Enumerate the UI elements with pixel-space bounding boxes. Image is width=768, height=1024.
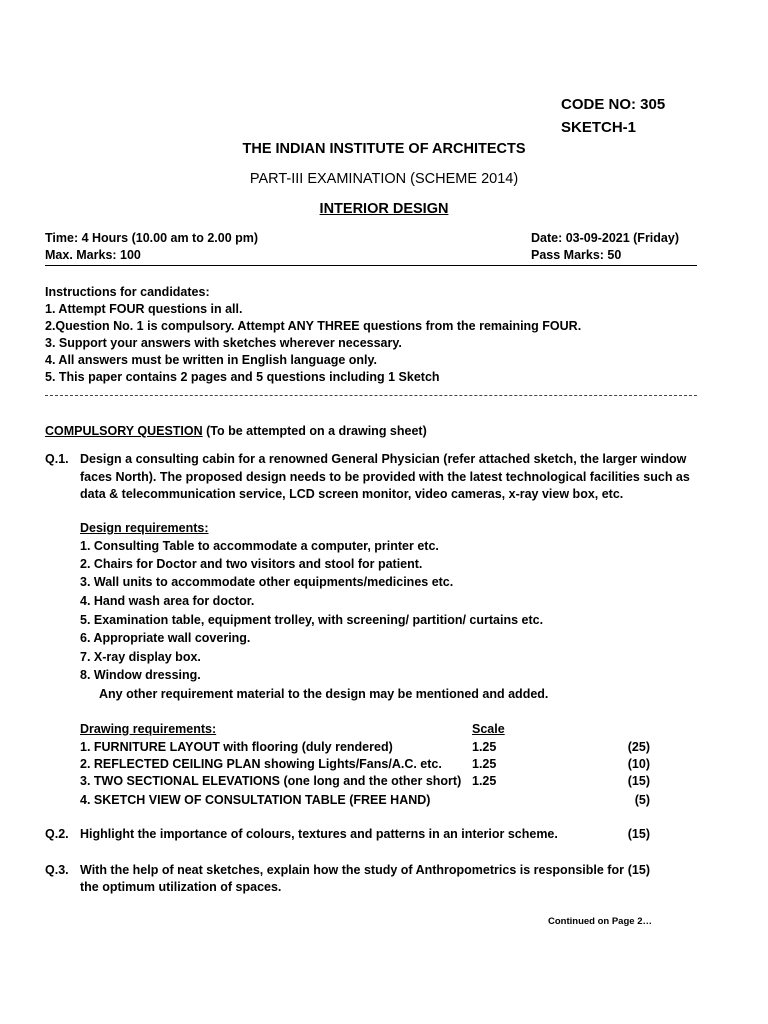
drawing-scale: 1.25 [472,774,497,788]
sketch-label: SKETCH-1 [561,119,637,136]
drawing-item: 2. REFLECTED CEILING PLAN showing Lights/Fans/A.C. etc. [80,757,442,771]
institute-name: THE INDIAN INSTITUTE OF ARCHITECTS [242,141,526,157]
q2-marks: (15) [627,827,650,841]
drawing-marks: (15) [627,774,650,788]
compulsory-note: (To be attempted on a drawing sheet) [202,424,427,438]
instruction-item: 5. This paper contains 2 pages and 5 questions including 1 Sketch [45,370,440,384]
instruction-item: 4. All answers must be written in English language only. [45,353,378,367]
compulsory-label: COMPULSORY QUESTION [45,424,203,438]
q1-text: Design a consulting cabin for a renowned General Physician (refer attached sketch, the larger window [80,452,687,466]
design-requirements-title: Design requirements: [80,521,209,535]
max-marks: Max. Marks: 100 [45,248,141,262]
compulsory-heading [45,423,427,439]
subject-title: INTERIOR DESIGN [319,201,449,217]
drawing-scale: 1.25 [472,740,497,754]
continued-note: Continued on Page 2… [548,916,652,927]
instruction-item: 1. Attempt FOUR questions in all. [45,302,243,316]
design-item: 3. Wall units to accommodate other equipments/medicines etc. [80,575,454,589]
exam-title: PART-III EXAMINATION (SCHEME 2014) [249,171,519,187]
drawing-scale: 1.25 [472,757,497,771]
design-item: 2. Chairs for Doctor and two visitors and stool for patient. [80,557,423,571]
design-item: 5. Examination table, equipment trolley, with screening/ partition/ curtains etc. [80,613,544,627]
drawing-requirements-title: Drawing requirements: [80,722,217,736]
design-item: 4. Hand wash area for doctor. [80,594,255,608]
design-item: 8. Window dressing. [80,668,201,682]
drawing-marks: (5) [634,793,650,807]
instruction-item: 2.Question No. 1 is compulsory. Attempt ANY THREE questions from the remaining FOUR. [45,319,582,333]
drawing-marks: (10) [627,757,650,771]
header-divider [45,265,697,266]
drawing-item: 3. TWO SECTIONAL ELEVATIONS (one long and the other short) [80,774,462,788]
exam-date: Date: 03-09-2021 (Friday) [531,231,679,245]
q2-number: Q.2. [45,827,69,841]
instruction-item: 3. Support your answers with sketches wherever necessary. [45,336,402,350]
q2-text: Highlight the importance of colours, textures and patterns in an interior scheme. [80,827,558,841]
code-number: CODE NO: 305 [561,96,666,113]
design-item: 1. Consulting Table to accommodate a computer, printer etc. [80,539,439,553]
design-item: 6. Appropriate wall covering. [80,631,251,645]
drawing-marks: (25) [627,740,650,754]
q1-text: data & telecommunication service, LCD screen monitor, video cameras, x-ray view box, etc. [80,487,624,501]
drawing-item: 1. FURNITURE LAYOUT with flooring (duly rendered) [80,740,393,754]
q3-text: With the help of neat sketches, explain how the study of Anthropometrics is responsible for [80,863,624,877]
instructions-divider [45,395,697,396]
q3-number: Q.3. [45,863,69,877]
q3-marks: (15) [627,863,650,877]
q1-number: Q.1. [45,452,69,466]
q1-text: faces North). The proposed design needs to be provided with the latest technological facilities such as [80,470,690,484]
scale-title: Scale [472,722,505,736]
design-note: Any other requirement material to the design may be mentioned and added. [99,687,549,701]
q3-text: the optimum utilization of spaces. [80,880,282,894]
pass-marks: Pass Marks: 50 [531,248,622,262]
drawing-item: 4. SKETCH VIEW OF CONSULTATION TABLE (FREE HAND) [80,793,431,807]
exam-time: Time: 4 Hours (10.00 am to 2.00 pm) [45,231,259,245]
design-item: 7. X-ray display box. [80,650,201,664]
instructions-title: Instructions for candidates: [45,285,210,299]
